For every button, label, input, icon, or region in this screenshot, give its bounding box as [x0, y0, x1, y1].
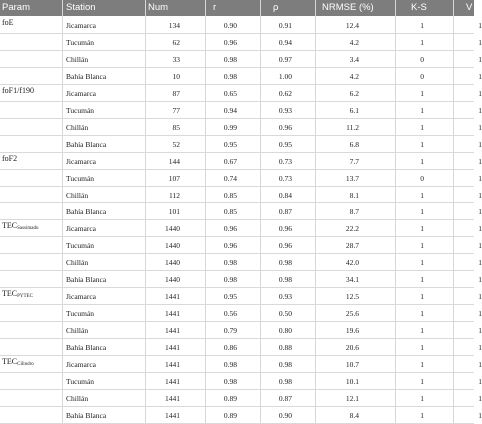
row-divider — [0, 152, 474, 153]
station-name: Tucumán — [66, 105, 95, 115]
cell-rho: 0.73 — [278, 173, 292, 183]
cell-r: 0.95 — [223, 292, 237, 302]
param-label — [2, 221, 39, 231]
row-divider — [0, 389, 474, 390]
cell-num: 33 — [172, 54, 180, 64]
cell-nrmse: 6.8 — [349, 139, 359, 149]
cell-num: 144 — [168, 156, 180, 166]
column-header: Station — [66, 2, 96, 13]
cell-rho: 0.90 — [278, 410, 292, 420]
cell-nrmse: 4.2 — [349, 71, 359, 81]
cell-v: 1 — [478, 37, 482, 47]
cell-ks: 1 — [420, 105, 424, 115]
cell-r: 0.99 — [223, 122, 237, 132]
row-divider — [0, 270, 474, 271]
station-name: Chillán — [66, 326, 89, 336]
column-header: r — [213, 2, 217, 13]
cell-nrmse: 20.6 — [345, 343, 359, 353]
cell-nrmse: 12.4 — [345, 21, 359, 30]
cell-num: 1440 — [165, 258, 180, 268]
column-header: ρ — [273, 2, 279, 13]
cell-v: 1 — [478, 71, 482, 81]
row-divider — [0, 118, 474, 119]
param-label — [2, 154, 17, 163]
cell-rho: 0.50 — [278, 309, 292, 319]
cell-ks: 1 — [420, 292, 424, 302]
cell-num: 107 — [168, 173, 180, 183]
cell-ks: 0 — [420, 173, 424, 183]
cell-ks: 0 — [420, 54, 424, 64]
cell-v: 1 — [478, 326, 482, 336]
cell-ks: 1 — [420, 410, 424, 420]
cell-rho: 0.91 — [278, 21, 292, 30]
param-name: TEC — [2, 357, 18, 366]
row-divider — [0, 84, 474, 85]
cell-r: 0.96 — [223, 224, 237, 234]
cell-r: 0.98 — [223, 360, 237, 369]
cell-v: 1 — [478, 309, 482, 319]
cell-v: 1 — [478, 275, 482, 285]
column-header: Param — [2, 2, 30, 13]
cell-r: 0.95 — [223, 139, 237, 149]
cell-r: 0.85 — [223, 207, 237, 217]
row-divider — [0, 50, 474, 51]
row-divider — [0, 67, 474, 68]
cell-num: 1441 — [165, 410, 180, 420]
station-name: Jicamarca — [66, 292, 96, 302]
cell-ks: 1 — [420, 326, 424, 336]
cell-rho: 0.80 — [278, 326, 292, 336]
cell-v: 1 — [478, 241, 482, 251]
row-divider — [0, 321, 474, 322]
cell-ks: 1 — [420, 88, 424, 98]
row-divider — [0, 304, 474, 305]
cell-rho: 0.96 — [278, 122, 292, 132]
cell-nrmse: 10.1 — [345, 376, 359, 386]
cell-num: 1441 — [165, 326, 180, 336]
row-divider — [0, 186, 474, 187]
cell-r: 0.85 — [223, 190, 237, 200]
station-name: Bahía Blanca — [66, 343, 107, 353]
cell-num: 134 — [168, 21, 180, 30]
cell-r: 0.89 — [223, 393, 237, 403]
cell-nrmse: 34.1 — [345, 275, 359, 285]
cell-rho: 0.98 — [278, 376, 292, 386]
cell-rho: 0.73 — [278, 156, 292, 166]
cell-nrmse: 12.5 — [345, 292, 359, 302]
cell-rho: 0.87 — [278, 207, 292, 217]
cell-r: 0.98 — [223, 275, 237, 285]
cell-r: 0.74 — [223, 173, 237, 183]
station-name: Tucumán — [66, 376, 95, 386]
cell-rho: 0.97 — [278, 54, 292, 64]
cell-num: 1440 — [165, 224, 180, 234]
cell-rho: 0.84 — [278, 190, 292, 200]
station-name: Chillán — [66, 258, 89, 268]
cell-v: 1 — [478, 376, 482, 386]
cell-v: 1 — [478, 139, 482, 149]
station-name: Jicamarca — [66, 224, 96, 234]
cell-rho: 0.62 — [278, 88, 292, 98]
cell-num: 101 — [168, 207, 180, 217]
station-name: Chillán — [66, 190, 89, 200]
row-divider — [0, 253, 474, 254]
cell-ks: 1 — [420, 139, 424, 149]
cell-ks: 1 — [420, 122, 424, 132]
cell-v: 1 — [478, 258, 482, 268]
cell-nrmse: 3.4 — [349, 54, 359, 64]
cell-v: 1 — [478, 21, 482, 30]
cell-num: 1441 — [165, 309, 180, 319]
station-name: Chillán — [66, 122, 89, 132]
station-name: Jicamarca — [66, 88, 96, 98]
cell-r: 0.98 — [223, 376, 237, 386]
param-name: foF1/f190 — [2, 85, 34, 95]
cell-v: 1 — [478, 343, 482, 353]
cell-rho: 0.96 — [278, 224, 292, 234]
param-name: foE — [2, 18, 14, 27]
cell-num: 1441 — [165, 360, 180, 369]
cell-ks: 1 — [420, 309, 424, 319]
cell-nrmse: 13.7 — [345, 173, 359, 183]
param-label — [2, 289, 33, 299]
cell-rho: 0.94 — [278, 37, 292, 47]
row-divider — [0, 101, 474, 102]
station-name: Bahía Blanca — [66, 207, 107, 217]
station-name: Bahía Blanca — [66, 71, 107, 81]
param-subscript: PYTEC — [17, 294, 33, 300]
cell-ks: 1 — [420, 207, 424, 217]
column-header: V — [466, 2, 473, 13]
cell-ks: 1 — [420, 343, 424, 353]
param-subscript: Cilindro — [17, 362, 34, 367]
row-divider — [0, 33, 474, 34]
cell-rho: 0.87 — [278, 393, 292, 403]
row-divider — [0, 135, 474, 136]
cell-num: 77 — [172, 105, 180, 115]
cell-r: 0.89 — [223, 410, 237, 420]
cell-v: 1 — [478, 105, 482, 115]
cell-nrmse: 19.6 — [345, 326, 359, 336]
param-label — [2, 86, 34, 95]
station-name: Tucumán — [66, 309, 95, 319]
station-name: Chillán — [66, 54, 89, 64]
cell-ks: 1 — [420, 376, 424, 386]
cell-ks: 0 — [420, 71, 424, 81]
station-name: Bahía Blanca — [66, 139, 107, 149]
cell-nrmse: 22.2 — [345, 224, 359, 234]
cell-ks: 1 — [420, 241, 424, 251]
cell-r: 0.98 — [223, 54, 237, 64]
cell-v: 1 — [478, 207, 482, 217]
param-name: TEC — [2, 289, 18, 299]
cell-rho: 0.98 — [278, 258, 292, 268]
cell-nrmse: 28.7 — [345, 241, 359, 251]
cell-num: 52 — [172, 139, 180, 149]
cell-ks: 1 — [420, 156, 424, 166]
cell-nrmse: 4.2 — [349, 37, 359, 47]
cell-r: 0.65 — [223, 88, 237, 98]
cell-nrmse: 11.2 — [346, 122, 359, 132]
cell-nrmse: 10.7 — [345, 360, 359, 369]
row-divider — [0, 169, 474, 170]
cell-nrmse: 8.4 — [349, 410, 359, 420]
station-name: Tucumán — [66, 173, 95, 183]
cell-v: 1 — [478, 410, 482, 420]
cell-ks: 1 — [420, 258, 424, 268]
cell-ks: 1 — [420, 393, 424, 403]
column-divider — [62, 0, 63, 423]
cell-v: 1 — [478, 292, 482, 302]
cell-nrmse: 8.7 — [349, 207, 359, 217]
cell-r: 0.98 — [223, 71, 237, 81]
cell-r: 0.79 — [223, 326, 237, 336]
cell-num: 112 — [169, 190, 180, 200]
cell-ks: 1 — [420, 275, 424, 285]
station-name: Tucumán — [66, 37, 95, 47]
cell-ks: 1 — [420, 360, 424, 369]
row-divider — [0, 406, 474, 407]
cell-num: 1441 — [165, 376, 180, 386]
row-divider — [0, 219, 474, 220]
cell-nrmse: 25.6 — [345, 309, 359, 319]
cell-ks: 1 — [420, 224, 424, 234]
param-subscript: Sassimadu — [17, 226, 39, 232]
cell-r: 0.90 — [223, 21, 237, 30]
param-label — [2, 357, 34, 367]
column-header: Num — [148, 2, 169, 13]
cell-num: 1441 — [165, 393, 180, 403]
station-name: Jicamarca — [66, 21, 96, 30]
cell-r: 0.96 — [223, 241, 237, 251]
cell-rho: 0.96 — [278, 241, 292, 251]
cell-r: 0.67 — [223, 156, 237, 166]
station-name: Jicamarca — [66, 360, 96, 369]
row-divider — [0, 355, 474, 356]
cell-r: 0.96 — [223, 37, 237, 47]
station-name: Chillán — [66, 393, 89, 403]
cell-ks: 1 — [420, 190, 424, 200]
row-divider — [0, 236, 474, 237]
cell-rho: 1.00 — [278, 71, 292, 81]
cell-r: 0.86 — [223, 343, 237, 353]
cell-v: 1 — [478, 122, 482, 132]
station-name: Bahía Blanca — [66, 410, 107, 420]
cell-rho: 0.98 — [278, 360, 292, 369]
cell-v: 1 — [478, 54, 482, 64]
param-name: foF2 — [2, 153, 18, 163]
row-divider — [0, 287, 474, 288]
cell-num: 87 — [172, 88, 180, 98]
cell-num: 1440 — [165, 241, 180, 251]
cell-rho: 0.95 — [278, 139, 292, 149]
column-header: NRMSE (%) — [322, 2, 374, 13]
station-name: Jicamarca — [66, 156, 96, 166]
cell-v: 1 — [478, 190, 482, 200]
cell-nrmse: 7.7 — [349, 156, 359, 166]
cell-r: 0.94 — [223, 105, 237, 115]
cell-num: 85 — [172, 122, 180, 132]
cell-rho: 0.93 — [278, 105, 292, 115]
cell-nrmse: 6.1 — [349, 105, 359, 115]
cell-num: 1441 — [165, 343, 180, 353]
cell-v: 1 — [478, 88, 482, 98]
cell-rho: 0.88 — [278, 343, 292, 353]
cell-v: 1 — [478, 224, 482, 234]
cell-num: 62 — [172, 37, 180, 47]
cell-nrmse: 12.1 — [345, 393, 359, 403]
cell-ks: 1 — [420, 21, 424, 30]
param-name: TEC — [2, 221, 18, 231]
cell-v: 1 — [478, 360, 482, 369]
cell-rho: 0.98 — [278, 275, 292, 285]
cell-rho: 0.93 — [278, 292, 292, 302]
cell-v: 1 — [478, 173, 482, 183]
cell-num: 10 — [172, 71, 180, 81]
cell-r: 0.98 — [223, 258, 237, 268]
cell-nrmse: 6.2 — [349, 88, 359, 98]
cell-num: 1440 — [165, 275, 180, 285]
row-divider — [0, 338, 474, 339]
cell-num: 1441 — [165, 292, 180, 302]
row-divider — [0, 372, 474, 373]
column-header: K-S — [411, 2, 427, 13]
row-divider — [0, 202, 474, 203]
param-label — [2, 18, 14, 27]
station-name: Bahía Blanca — [66, 275, 107, 285]
cell-v: 1 — [478, 156, 482, 166]
station-name: Tucumán — [66, 241, 95, 251]
cell-nrmse: 8.1 — [349, 190, 359, 200]
cell-v: 1 — [478, 393, 482, 403]
cell-nrmse: 42.0 — [345, 258, 359, 268]
cell-ks: 1 — [420, 37, 424, 47]
table-header — [0, 0, 474, 16]
cell-r: 0.56 — [223, 309, 237, 319]
